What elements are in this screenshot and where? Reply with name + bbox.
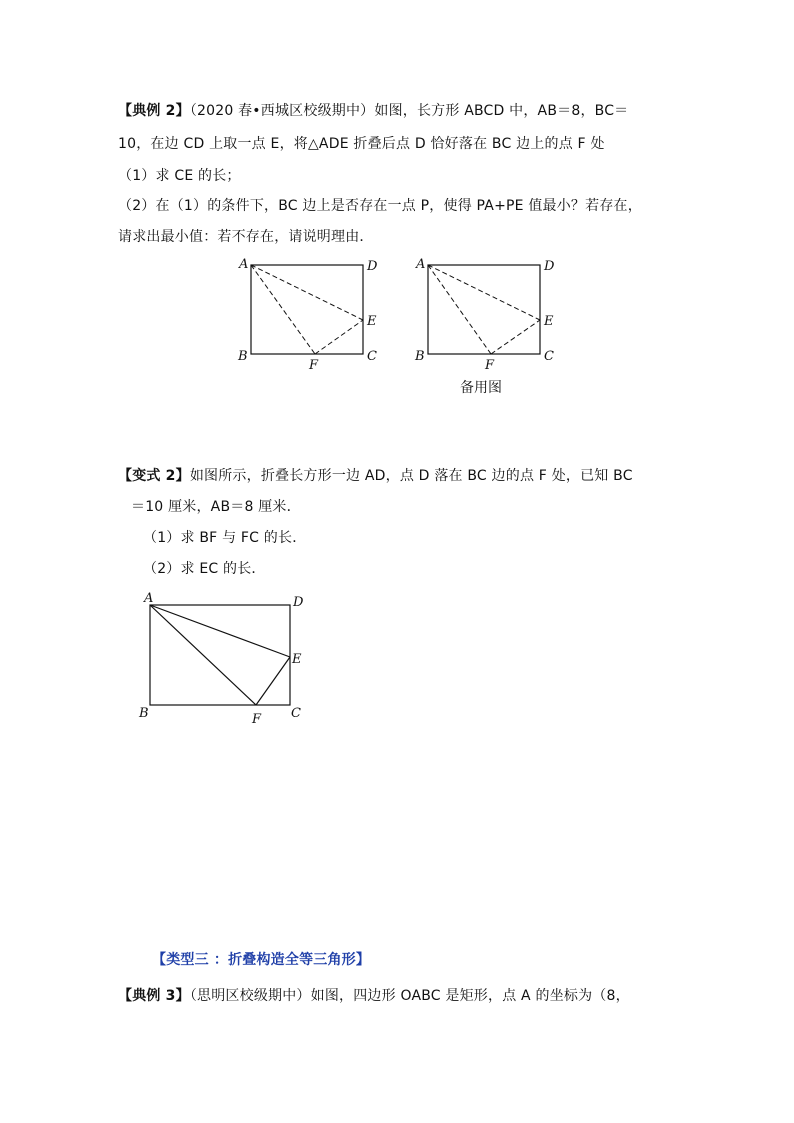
example2-question2-line1: （2）在（1）的条件下，BC 边上是否存在一点 P，使得 PA+PE 值最小？若存在， — [118, 198, 642, 214]
type3-heading: 【类型三 ：折叠构造全等三角形】 — [152, 952, 371, 968]
figure-3-fold-ae — [150, 605, 290, 657]
figure-1-rectangle — [251, 265, 363, 354]
variant2-question1: （1）求 BF 与 FC 的长． — [143, 530, 307, 546]
figure-3-label-a: A — [144, 591, 154, 606]
example3-line1-text: （思明区校级期中）如图，四边形 OABC 是矩形，点 A 的坐标为（8， — [189, 988, 630, 1004]
figure-2-label-c: C — [544, 349, 554, 364]
figure-caption: 备用图 — [460, 380, 502, 396]
figure-1-label-e: E — [367, 314, 377, 329]
example2-line2: 10，在边 CD 上取一点 E，将△ADE 折叠后点 D 恰好落在 BC 边上的点 F 处 — [118, 136, 605, 152]
figure-2-label-f: F — [485, 358, 495, 373]
figure-2-fold-fe — [491, 320, 540, 354]
figure-3-fold-af — [150, 605, 256, 705]
figure-3-label-f: F — [252, 712, 262, 727]
figure-1-fold-fe — [315, 320, 363, 354]
figure-1-label-d: D — [367, 259, 378, 274]
figure-2-label-d: D — [544, 259, 555, 274]
figure-3-rectangle — [150, 605, 290, 705]
figure-2-fold-ae — [428, 265, 540, 320]
figure-1-fold-ae — [251, 265, 363, 320]
figure-1-label-c: C — [367, 349, 377, 364]
figure-1-label-f: F — [309, 358, 319, 373]
variant2-line1-text: 如图所示，折叠长方形一边 AD，点 D 落在 BC 边的点 F 处，已知 BC — [189, 468, 633, 484]
example3-tag: 【典例 3】 — [118, 988, 190, 1004]
figure-1-fold-af — [251, 265, 315, 354]
figure-3-label-d: D — [293, 595, 304, 610]
figure-3 — [138, 591, 304, 727]
figure-2 — [414, 257, 555, 373]
figure-2-label-b: B — [415, 349, 425, 364]
figure-3-label-b: B — [139, 706, 149, 721]
figure-3-label-c: C — [291, 706, 301, 721]
example2-line1-text: （2020 春•西城区校级期中）如图，长方形 ABCD 中，AB＝8，BC＝ — [189, 103, 629, 119]
figure-1-label-b: B — [238, 349, 248, 364]
figure-1 — [237, 257, 378, 373]
variant2-line2: ＝10 厘米，AB＝8 厘米． — [131, 499, 301, 515]
variant2-tag: 【变式 2】 — [118, 468, 190, 484]
example2-question2-line2: 请求出最小值：若不存在，请说明理由． — [118, 229, 374, 245]
example2-tag: 【典例 2】 — [118, 103, 190, 119]
figure-3-label-e: E — [292, 652, 302, 667]
figure-2-label-e: E — [544, 314, 554, 329]
figure-3-fold-fe — [256, 657, 290, 705]
figure-2-rectangle — [428, 265, 540, 354]
example2-question1: （1）求 CE 的长； — [118, 168, 241, 184]
figure-2-fold-af — [428, 265, 491, 354]
figure-1-label-a: A — [239, 257, 249, 272]
variant2-question2: （2）求 EC 的长． — [143, 561, 266, 577]
figure-2-label-a: A — [416, 257, 426, 272]
